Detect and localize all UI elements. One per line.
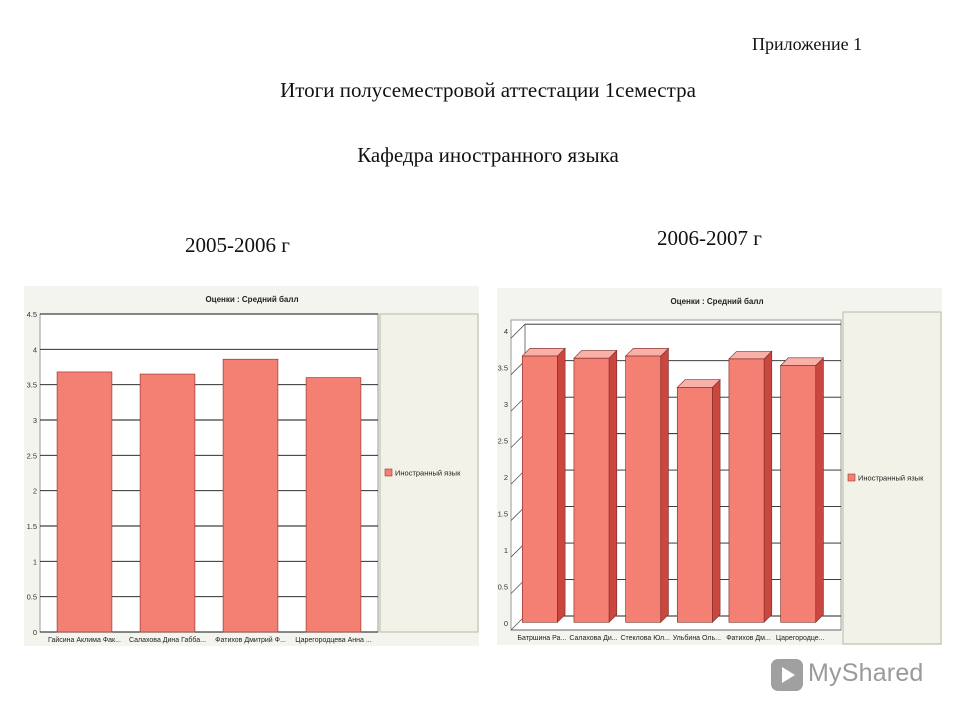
x-tick-label: Батршина Ра... — [517, 635, 567, 642]
bar-top — [522, 348, 565, 356]
bar — [306, 378, 361, 632]
bar-top — [574, 351, 617, 359]
page-title: Итоги полусеместровой аттестации 1семестра — [280, 78, 696, 102]
bar — [57, 372, 112, 632]
y-tick-label: 3.5 — [26, 380, 37, 390]
x-tick-label: Гайсина Аклима Фак... — [48, 637, 121, 644]
x-tick-label: Фатихов Дм... — [726, 635, 771, 642]
y-tick-label: 4 — [503, 327, 508, 337]
y-tick-label: 1.5 — [26, 522, 37, 531]
bar-side — [764, 351, 772, 622]
chart-svg-1 — [497, 288, 942, 645]
legend-swatch — [848, 474, 855, 481]
bar — [223, 359, 278, 632]
bar-top — [677, 380, 720, 388]
legend-swatch — [385, 469, 392, 476]
bar-top — [729, 351, 772, 359]
bar — [574, 358, 609, 622]
x-tick-label: Царегородцева Анна ... — [295, 637, 372, 644]
bar-side — [661, 348, 669, 622]
y-tick-label: 0 — [503, 619, 508, 628]
bar-top — [781, 358, 824, 366]
legend-label: Иностранный язык — [858, 473, 924, 483]
chart-left — [24, 286, 479, 646]
y-tick-label: 1.5 — [497, 509, 508, 519]
y-tick-label: 0.5 — [26, 592, 37, 602]
y-tick-label: 2.5 — [497, 436, 508, 446]
y-tick-label: 3 — [503, 400, 508, 410]
y-tick-label: 4 — [32, 345, 37, 355]
x-tick-label: Стеклова Юл... — [620, 635, 670, 642]
y-tick-label: 0.5 — [497, 582, 508, 592]
bar — [522, 356, 557, 622]
bar-side — [557, 348, 565, 622]
x-tick-label: Царегородце... — [775, 635, 825, 642]
y-tick-label: 3.5 — [497, 363, 508, 373]
bar — [626, 356, 661, 622]
bar-side — [609, 351, 617, 623]
watermark-text: MyShared — [808, 659, 924, 687]
chart-left-heading: 2005-2006 г — [185, 233, 290, 257]
x-tick-label: Салахова Ди... — [569, 635, 618, 642]
y-tick-label: 2 — [503, 473, 508, 483]
bar — [729, 359, 764, 622]
y-tick-label: 4.5 — [26, 310, 37, 319]
bar-side — [712, 380, 720, 623]
page-subtitle: Кафедра иностранного языка — [357, 143, 619, 167]
bar — [677, 387, 712, 622]
x-tick-label: Салахова Дина Габба... — [128, 637, 207, 644]
x-tick-label: Фатихов Дмитрий Ф... — [215, 637, 286, 644]
play-arrow-icon — [770, 658, 804, 692]
bar — [140, 374, 195, 632]
bar-top — [626, 348, 669, 356]
chart-title: Оценки : Средний балл — [670, 297, 764, 306]
chart-svg-0 — [24, 286, 479, 646]
y-tick-label: 2.5 — [26, 451, 37, 461]
chart-title: Оценки : Средний балл — [205, 295, 299, 304]
appendix-label: Приложение 1 — [752, 34, 863, 54]
chart-right-heading: 2006-2007 г — [657, 226, 762, 250]
x-tick-label: Ульбина Оль... — [672, 635, 721, 642]
y-tick-label: 3 — [32, 416, 37, 425]
chart-right — [497, 288, 942, 645]
y-tick-label: 2 — [32, 486, 37, 496]
y-tick-label: 1 — [503, 546, 508, 556]
bar — [781, 366, 816, 623]
y-tick-label: 1 — [32, 557, 37, 567]
legend-label: Иностранный язык — [395, 468, 461, 478]
bar-side — [816, 358, 824, 622]
watermark — [770, 655, 940, 695]
y-tick-label: 0 — [32, 628, 37, 637]
